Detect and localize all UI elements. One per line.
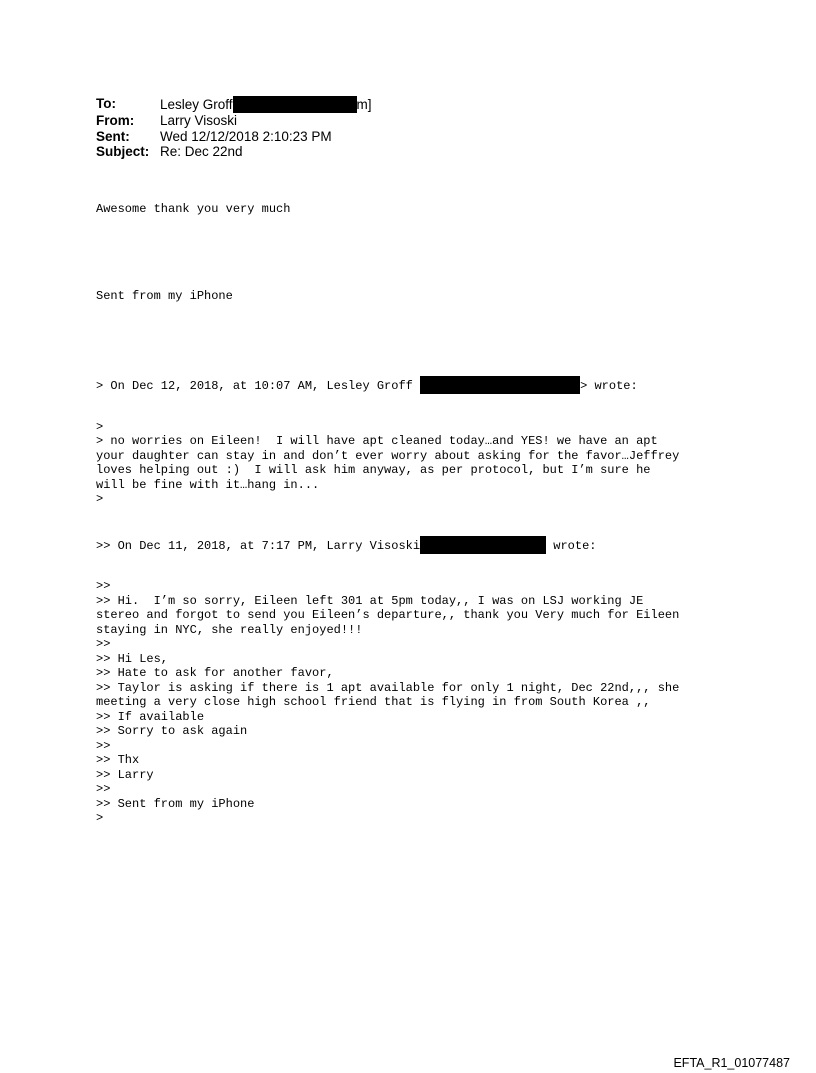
body-line: will be fine with it…hang in... bbox=[96, 477, 320, 492]
quote-header-2 bbox=[96, 536, 679, 551]
to-label: To: bbox=[96, 96, 116, 111]
email-body bbox=[96, 173, 679, 840]
body-line: >> Taylor is asking if there is 1 apt available for only 1 night, Dec 22nd,,, she bbox=[96, 680, 680, 695]
blank-line bbox=[96, 333, 679, 348]
body-line: >> Sent from my iPhone bbox=[96, 796, 255, 811]
sent-label: Sent: bbox=[96, 128, 130, 144]
blank-line bbox=[96, 246, 679, 261]
body-line: > bbox=[96, 492, 104, 506]
signature-line: Sent from my iPhone bbox=[96, 289, 233, 303]
to-suffix: m] bbox=[356, 97, 372, 112]
body-line: loves helping out :) I will ask him anyway, as per protocol, but I’m sure he bbox=[96, 463, 651, 477]
quote-header-1-text: > On Dec 12, 2018, at 10:07 AM, Lesley Groff bbox=[96, 379, 421, 393]
quote-header-1-wrote: > wrote: bbox=[580, 379, 638, 393]
sent-value: Wed 12/12/2018 2:10:23 PM bbox=[160, 128, 332, 144]
original-message-block bbox=[96, 579, 679, 826]
body-line: stereo and forgot to send you Eileen’s departure,, thank you Very much for Eileen bbox=[96, 608, 680, 622]
body-line: >> Hate to ask for another favor, bbox=[96, 666, 334, 680]
body-line: >> If available bbox=[96, 709, 205, 724]
redaction-box bbox=[420, 376, 580, 394]
sent-row bbox=[96, 129, 372, 145]
subject-row bbox=[96, 144, 372, 160]
quote-header-1 bbox=[96, 376, 679, 391]
body-line: >> Hi Les, bbox=[96, 651, 169, 666]
quote-header-2-text: >> On Dec 11, 2018, at 7:17 PM, Larry Visoski bbox=[96, 538, 421, 553]
body-line: > bbox=[96, 419, 104, 434]
quoted-reply-block bbox=[96, 420, 679, 507]
quote-header-2-wrote: wrote: bbox=[546, 538, 597, 553]
from-value: Larry Visoski bbox=[160, 113, 238, 128]
from-row bbox=[96, 113, 372, 129]
body-line: > bbox=[96, 811, 104, 825]
document-id: EFTA_R1_01077487 bbox=[673, 1056, 790, 1070]
redaction-box bbox=[233, 96, 357, 113]
to-row bbox=[96, 96, 372, 113]
body-line: >> bbox=[96, 738, 111, 753]
to-value bbox=[160, 96, 372, 113]
from-label: From: bbox=[96, 113, 135, 128]
intro-line: Awesome thank you very much bbox=[96, 202, 291, 216]
body-line: your daughter can stay in and don’t ever worry about asking for the favor…Jeffrey bbox=[96, 448, 680, 463]
body-line: >> Sorry to ask again bbox=[96, 724, 248, 738]
body-line: >> Hi. I’m so sorry, Eileen left 301 at 5pm today,, I was on LSJ working JE bbox=[96, 593, 644, 608]
body-line: staying in NYC, she really enjoyed!!! bbox=[96, 622, 363, 637]
redaction-box bbox=[420, 536, 546, 554]
subject-label: Subject: bbox=[96, 144, 150, 159]
to-name: Lesley Groff bbox=[160, 97, 233, 112]
body-line: >> bbox=[96, 782, 111, 796]
subject-value: Re: Dec 22nd bbox=[160, 144, 243, 159]
email-header bbox=[96, 96, 372, 160]
body-line: > no worries on Eileen! I will have apt cleaned today…and YES! we have an apt bbox=[96, 434, 658, 448]
body-line: >> bbox=[96, 579, 111, 593]
body-line: meeting a very close high school friend that is flying in from South Korea ,, bbox=[96, 695, 651, 709]
body-line: >> Larry bbox=[96, 767, 154, 782]
body-line: >> bbox=[96, 637, 111, 651]
body-line: >> Thx bbox=[96, 753, 140, 767]
